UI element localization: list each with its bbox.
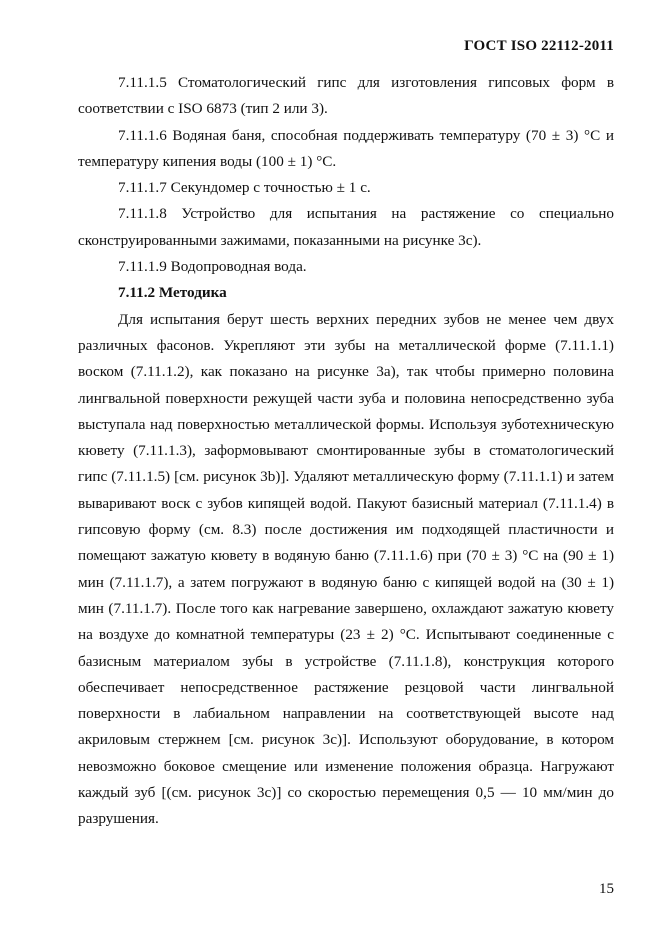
procedure-paragraph: Для испытания берут шесть верхних передних зубов не менее чем двух различных фасонов. Укрепляют эти зубы на металлической форме (7.11.1.1) воском (7.11.1.2), как показано на рисунке 3а), так чтобы примерно половина лингвальной поверхности режущей части зуба и половина непосредственно зуба выступала над поверхностью металлической формы. Используя зуботехническую кювету (7.11.1.3), заформовывают смонтированные зубы в стоматологический гипс (7.11.1.5) [см. рисунок 3b)]. Удаляют металлическую форму (7.11.1.1) и затем вываривают воск с зубов кипящей водой. Пакуют базисный материал (7.11.1.4) в гипсовую форму (см. 8.3) после достижения им подходящей пластичности и помещают зажатую кювету в водяную баню (7.11.1.6) при (70 ± 3) °С на (90 ± 1) мин (7.11.1.7), а затем погружают в водяную баню с кипящей водой на (30 ± 1) мин (7.11.1.7). После того как нагревание завершено, охлаждают зажатую кювету на воздухе до комнатной температуры (23 ± 2) °С. Испытывают соединенные с базисным материалом зубы в устройстве (7.11.1.8), конструкция которого обеспечивает непосредственное растяжение резцовой части лингвальной поверхности в лабиальном направлении на соответствующей высоте над акриловым стержнем [см. рисунок 3с)]. Используют оборудование, в котором невозможно боковое смещение или изменение положения образца. Нагружают каждый зуб [(см. рисунок 3с)] со скоростью перемещения 0,5 — 10 мм/мин до разрушения. [78, 310, 614, 828]
document-code-header: ГОСТ ISO 22112-2011 [464, 38, 614, 54]
clause-7-11-1-7: 7.11.1.7 Секундомер с точностью ± 1 с. [118, 179, 371, 197]
clause-7-11-1-6: 7.11.1.6 Водяная баня, способная поддерживать температуру (70 ± 3) °С и температуру кипения воды (100 ± 1) °С. [78, 126, 614, 170]
clause-7-11-1-5: 7.11.1.5 Стоматологический гипс для изготовления гипсовых форм в соответствии с ISO 6873 (тип 2 или 3). [78, 74, 614, 118]
page-number: 15 [599, 881, 614, 897]
section-heading-7-11-2: 7.11.2 Методика [118, 284, 227, 302]
clause-7-11-1-8: 7.11.1.8 Устройство для испытания на растяжение со специально сконструированными зажимами, показанными на рисунке 3с). [78, 205, 614, 249]
page-body [78, 70, 614, 833]
clause-7-11-1-9: 7.11.1.9 Водопроводная вода. [118, 258, 307, 276]
